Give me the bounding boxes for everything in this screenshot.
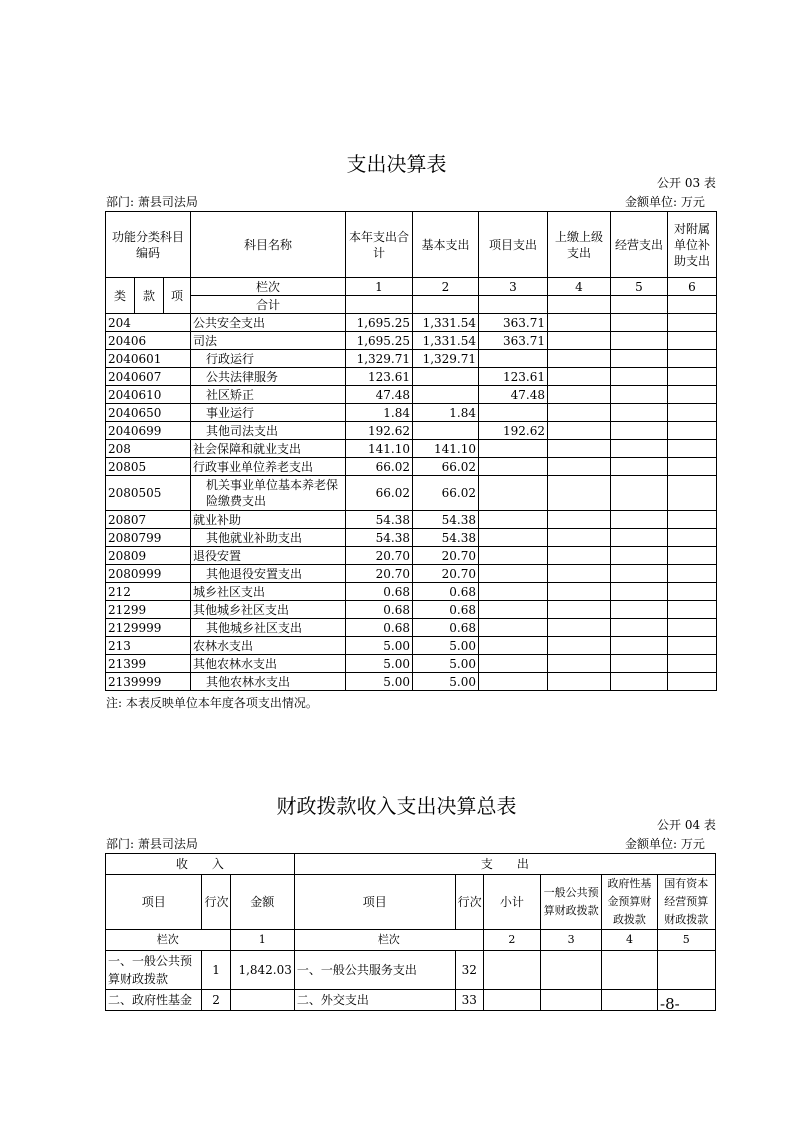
row-upper (548, 565, 611, 583)
row-code: 2040699 (106, 422, 191, 440)
row-operating (611, 511, 668, 529)
row-name: 其他农林水支出 (191, 673, 346, 691)
table-row (106, 583, 717, 601)
header-subtotal: 小计 (483, 875, 540, 930)
header-project: 项目支出 (479, 212, 548, 278)
row-basic: 0.68 (413, 619, 479, 637)
row-upper (548, 458, 611, 476)
col-num: 4 (548, 278, 611, 296)
table-row (106, 511, 717, 529)
row-upper (548, 314, 611, 332)
row-upper (548, 440, 611, 458)
row-basic (413, 422, 479, 440)
table1-dept: 部门: 萧县司法局 (106, 195, 198, 209)
row-project (479, 583, 548, 601)
table1-code: 公开 03 表 (657, 176, 716, 190)
header-amount: 金额 (230, 875, 294, 930)
row-subsidy (668, 673, 717, 691)
row-project (479, 565, 548, 583)
fiscal-summary-table (105, 853, 716, 1011)
row-subsidy (668, 511, 717, 529)
row-subsidy (668, 386, 717, 404)
row-name: 其他司法支出 (191, 422, 346, 440)
row-code: 20406 (106, 332, 191, 350)
row-project (479, 637, 548, 655)
row-name: 其他城乡社区支出 (191, 619, 346, 637)
row-basic: 141.10 (413, 440, 479, 458)
header-lanci2: 栏次 (294, 930, 483, 951)
header-item: 项目 (106, 875, 202, 930)
row-amount: 1,842.03 (230, 951, 294, 990)
row-basic: 1.84 (413, 404, 479, 422)
table-row (106, 673, 717, 691)
row-name: 其他退役安置支出 (191, 565, 346, 583)
header-expense: 支 出 (294, 854, 715, 875)
row-subsidy (668, 458, 717, 476)
col-num: 4 (602, 930, 657, 951)
row-subsidy (668, 350, 717, 368)
row-project (479, 476, 548, 511)
row-name: 其他就业补助支出 (191, 529, 346, 547)
row-subsidy (668, 368, 717, 386)
row-code: 20809 (106, 547, 191, 565)
table-row (106, 601, 717, 619)
row-project (479, 458, 548, 476)
row-subsidy (668, 529, 717, 547)
row-project (479, 440, 548, 458)
row-project (479, 655, 548, 673)
row-name: 其他城乡社区支出 (191, 601, 346, 619)
row-operating (611, 350, 668, 368)
header-basic: 基本支出 (413, 212, 479, 278)
row-no2: 33 (455, 990, 483, 1011)
row-upper (548, 386, 611, 404)
row-project: 123.61 (479, 368, 548, 386)
row-upper (548, 547, 611, 565)
row-operating (611, 458, 668, 476)
row-upper (548, 350, 611, 368)
row-upper (548, 476, 611, 511)
row-total: 66.02 (346, 458, 413, 476)
row-name: 农林水支出 (191, 637, 346, 655)
row-operating (611, 476, 668, 511)
row-name: 公共安全支出 (191, 314, 346, 332)
col-num: 1 (230, 930, 294, 951)
row-basic: 20.70 (413, 565, 479, 583)
header-xiang: 项 (164, 278, 191, 314)
row-upper (548, 529, 611, 547)
row-operating (611, 583, 668, 601)
row-basic: 5.00 (413, 655, 479, 673)
row-amount (230, 990, 294, 1011)
row-code: 208 (106, 440, 191, 458)
row-basic (413, 386, 479, 404)
row-no: 1 (202, 951, 230, 990)
row-basic: 0.68 (413, 601, 479, 619)
row-code: 2040601 (106, 350, 191, 368)
col-num: 2 (483, 930, 540, 951)
row-basic: 54.38 (413, 511, 479, 529)
row-basic: 1,331.54 (413, 332, 479, 350)
row-project: 47.48 (479, 386, 548, 404)
table-row (106, 458, 717, 476)
table-row (106, 529, 717, 547)
row-total: 1,329.71 (346, 350, 413, 368)
row-project (479, 511, 548, 529)
row-upper (548, 601, 611, 619)
page-number: -8- (660, 995, 680, 1013)
row-basic: 5.00 (413, 637, 479, 655)
table-row (106, 368, 717, 386)
row-subsidy (668, 601, 717, 619)
row-no2: 32 (455, 951, 483, 990)
row-name: 社区矫正 (191, 386, 346, 404)
row-total: 0.68 (346, 619, 413, 637)
col-num: 3 (541, 930, 602, 951)
row-item: 二、政府性基金 (106, 990, 202, 1011)
header-row-no2: 行次 (455, 875, 483, 930)
row-no: 2 (202, 990, 230, 1011)
col-num: 2 (413, 278, 479, 296)
header-total: 本年支出合计 (346, 212, 413, 278)
row-basic: 1,329.71 (413, 350, 479, 368)
row-project (479, 619, 548, 637)
row-item: 一、一般公共预算财政拨款 (106, 951, 202, 990)
row-total: 192.62 (346, 422, 413, 440)
row-project (479, 350, 548, 368)
row-total: 20.70 (346, 547, 413, 565)
row-total: 5.00 (346, 673, 413, 691)
row-total: 1,695.25 (346, 332, 413, 350)
header-gov-fund: 政府性基金预算财政拨款 (602, 875, 657, 930)
row-operating (611, 565, 668, 583)
header-lei: 类 (106, 278, 135, 314)
row-name: 事业运行 (191, 404, 346, 422)
table-row (106, 655, 717, 673)
row-total: 20.70 (346, 565, 413, 583)
row-operating (611, 368, 668, 386)
row-project: 192.62 (479, 422, 548, 440)
row-project (479, 601, 548, 619)
row-name: 退役安置 (191, 547, 346, 565)
row-name: 行政事业单位养老支出 (191, 458, 346, 476)
row-basic: 0.68 (413, 583, 479, 601)
table1-unit: 金额单位: 万元 (625, 195, 705, 209)
row-code: 2040607 (106, 368, 191, 386)
table-row (106, 547, 717, 565)
header-lanci: 栏次 (191, 278, 346, 296)
table2-title: 财政拨款收入支出决算总表 (276, 794, 517, 818)
row-operating (611, 529, 668, 547)
table-row (106, 637, 717, 655)
header-row-no: 行次 (202, 875, 230, 930)
row-basic: 66.02 (413, 476, 479, 511)
row-code: 2080999 (106, 565, 191, 583)
table-row (106, 440, 717, 458)
table-row (106, 332, 717, 350)
row-name: 就业补助 (191, 511, 346, 529)
row-code: 2080799 (106, 529, 191, 547)
row-code: 20807 (106, 511, 191, 529)
col-num: 1 (346, 278, 413, 296)
row-subsidy (668, 547, 717, 565)
header-state-capital: 国有资本经营预算财政拨款 (657, 875, 715, 930)
row-basic (413, 368, 479, 386)
row-subsidy (668, 583, 717, 601)
row-project (479, 547, 548, 565)
header-func-code: 功能分类科目编码 (106, 212, 191, 278)
header-upper: 上缴上级支出 (548, 212, 611, 278)
row-total: 0.68 (346, 583, 413, 601)
row-upper (548, 511, 611, 529)
row-total: 47.48 (346, 386, 413, 404)
row-total: 123.61 (346, 368, 413, 386)
row-upper (548, 673, 611, 691)
header-subsidy: 对附属单位补助支出 (668, 212, 717, 278)
table-row (106, 314, 717, 332)
table-row (106, 422, 717, 440)
expenditure-table (105, 211, 717, 691)
header-general: 一般公共预算财政拨款 (541, 875, 602, 930)
row-upper (548, 619, 611, 637)
row-code: 2129999 (106, 619, 191, 637)
row-operating (611, 673, 668, 691)
table-row (106, 619, 717, 637)
row-name: 其他农林水支出 (191, 655, 346, 673)
table1-title: 支出决算表 (346, 152, 447, 176)
row-item2: 二、外交支出 (294, 990, 455, 1011)
row-total: 66.02 (346, 476, 413, 511)
table2-unit: 金额单位: 万元 (625, 837, 705, 851)
row-total: 141.10 (346, 440, 413, 458)
table-row (106, 565, 717, 583)
row-subsidy (668, 619, 717, 637)
table-row (106, 476, 717, 511)
header-lanci: 栏次 (106, 930, 231, 951)
row-code: 20805 (106, 458, 191, 476)
row-upper (548, 655, 611, 673)
row-name: 司法 (191, 332, 346, 350)
row-code: 2040610 (106, 386, 191, 404)
row-total: 54.38 (346, 529, 413, 547)
row-project (479, 673, 548, 691)
row-operating (611, 314, 668, 332)
row-total: 0.68 (346, 601, 413, 619)
row-operating (611, 404, 668, 422)
row-operating (611, 332, 668, 350)
row-subsidy (668, 332, 717, 350)
row-project: 363.71 (479, 332, 548, 350)
row-subsidy (668, 422, 717, 440)
row-code: 204 (106, 314, 191, 332)
header-kuan: 款 (135, 278, 164, 314)
header-income: 收 入 (106, 854, 295, 875)
row-code: 212 (106, 583, 191, 601)
col-num: 3 (479, 278, 548, 296)
row-project (479, 404, 548, 422)
table-row (106, 404, 717, 422)
row-basic: 5.00 (413, 673, 479, 691)
col-num: 5 (657, 930, 715, 951)
row-code: 2139999 (106, 673, 191, 691)
header-item2: 项目 (294, 875, 455, 930)
col-num: 5 (611, 278, 668, 296)
header-heji: 合计 (191, 296, 346, 314)
row-name: 社会保障和就业支出 (191, 440, 346, 458)
row-code: 21399 (106, 655, 191, 673)
row-subsidy (668, 655, 717, 673)
table-row (106, 386, 717, 404)
row-operating (611, 619, 668, 637)
row-item2: 一、一般公共服务支出 (294, 951, 455, 990)
row-operating (611, 601, 668, 619)
table-row (106, 350, 717, 368)
col-num: 6 (668, 278, 717, 296)
row-basic: 66.02 (413, 458, 479, 476)
table2-code: 公开 04 表 (657, 818, 716, 832)
row-subsidy (668, 440, 717, 458)
row-name: 行政运行 (191, 350, 346, 368)
row-name: 公共法律服务 (191, 368, 346, 386)
row-project: 363.71 (479, 314, 548, 332)
row-upper (548, 368, 611, 386)
row-name: 机关事业单位基本养老保险缴费支出 (191, 476, 346, 511)
row-upper (548, 404, 611, 422)
row-upper (548, 422, 611, 440)
table1-note: 注: 本表反映单位本年度各项支出情况。 (106, 696, 318, 710)
row-subsidy (668, 314, 717, 332)
row-operating (611, 547, 668, 565)
row-code: 2080505 (106, 476, 191, 511)
row-subsidy (668, 565, 717, 583)
header-operating: 经营支出 (611, 212, 668, 278)
row-project (479, 529, 548, 547)
row-code: 2040650 (106, 404, 191, 422)
row-operating (611, 386, 668, 404)
row-total: 5.00 (346, 637, 413, 655)
row-subsidy (668, 637, 717, 655)
row-basic: 1,331.54 (413, 314, 479, 332)
row-upper (548, 637, 611, 655)
row-subsidy (668, 476, 717, 511)
row-code: 21299 (106, 601, 191, 619)
row-operating (611, 440, 668, 458)
row-operating (611, 637, 668, 655)
row-basic: 54.38 (413, 529, 479, 547)
row-total: 1,695.25 (346, 314, 413, 332)
header-name: 科目名称 (191, 212, 346, 278)
row-operating (611, 655, 668, 673)
row-upper (548, 332, 611, 350)
row-name: 城乡社区支出 (191, 583, 346, 601)
row-total: 1.84 (346, 404, 413, 422)
row-total: 54.38 (346, 511, 413, 529)
table2-dept: 部门: 萧县司法局 (106, 837, 198, 851)
row-total: 5.00 (346, 655, 413, 673)
row-operating (611, 422, 668, 440)
row-code: 213 (106, 637, 191, 655)
row-upper (548, 583, 611, 601)
row-subsidy (668, 404, 717, 422)
row-basic: 20.70 (413, 547, 479, 565)
